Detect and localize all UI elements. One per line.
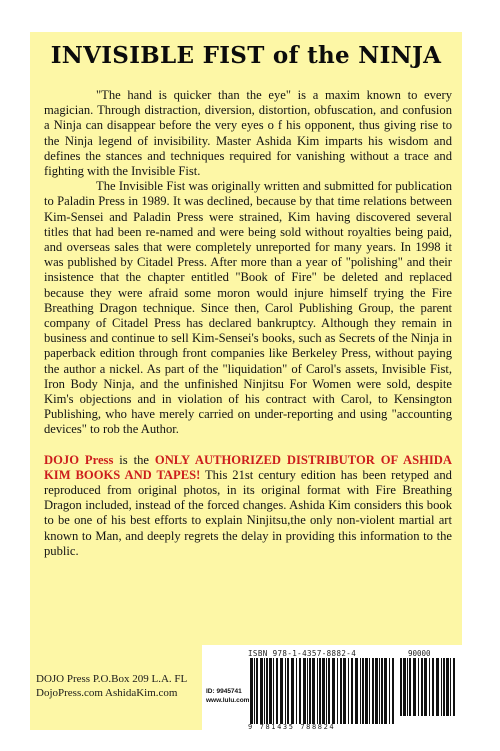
isbn-label: ISBN 978-1-4357-8882-4 [248,649,357,658]
barcode-area [202,645,462,745]
p3-remainder: This 21st century edition has been retyped and reproduced from original photos, in its original format with Fire Breathing Dragon included, instead of the forced changes. Ashida Kim considers this book to be one of his best efforts to explain Ninjitsu,the only non-violent martial art known to Man, and deeply regrets the delay in providing this information to the public. [44,467,452,558]
blurb-text [44,88,452,559]
publisher-name: DOJO Press [44,452,114,467]
lulu-url: www.lulu.com [206,697,250,704]
back-cover [30,32,462,730]
blurb-paragraph-2: The Invisible Fist was originally written and submitted for publication to Paladin Press in 1989. It was declined, because by that time relations between Kim-Sensei and Paladin Press were strained, Kim having discovered several titles that had been re-named and were being sold without royalties being paid, and overseas sales that were completely unreported for many years. In 1998 it was published by Citadel Press. After more than a year of "polishing" and their insistence that the chapter entitled "Book of Fire" be deleted and replaced because they were afraid some moron would injure himself trying the Fire Breathing Dragon technique. Since then, Carol Publishing Group, the parent company of Citadel Press has declared bankruptcy. Although they remain in business and continue to sell Kim-Sensei's books, such as Secrets of the Ninja in paperback edition through front companies like Berkeley Press, without paying the author a nickel. As part of the "liquidation" of Carol's assets, Invisible Fist, Iron Body Ninja, and the unfinished Ninjitsu For Women were sold, despite Kim's objections and in violation of his contract with Carol, to Kensington Publishing, who have merely carried on under-reporting and using "accounting devices" to rob the Author. [44,179,452,437]
blurb-paragraph-1: "The hand is quicker than the eye" is a maxim known to every magician. Through distraction, diversion, distortion, obfuscation, and confusion a Ninja can disappear before the very eyes o f his opponent, thus giving rise to the Ninja legend of invisibility. Master Ashida Kim imparts his wisdom and defines the stances and techniques required for vanishing without a trace and fighting with the Invisible Fist. [44,88,452,179]
price-barcode-icon [400,658,456,716]
lulu-id: ID: 9945741 [206,688,242,695]
book-title: INVISIBLE FIST of the NINJA [50,42,442,69]
barcode-digits: 9 781435 788824 [248,723,336,731]
address-line-1: DOJO Press P.O.Box 209 L.A. FL [36,673,188,685]
isbn-barcode-icon [250,658,396,724]
price-code: 90000 [408,649,431,658]
blurb-paragraph-3 [44,453,452,559]
distributor-claim: ONLY AUTHORIZED DISTRIBUTOR OF ASHIDA KIM BOOKS AND TAPES! [44,452,452,482]
p3-connector: is the [113,452,155,467]
address-line-2: DojoPress.com AshidaKim.com [36,687,178,699]
